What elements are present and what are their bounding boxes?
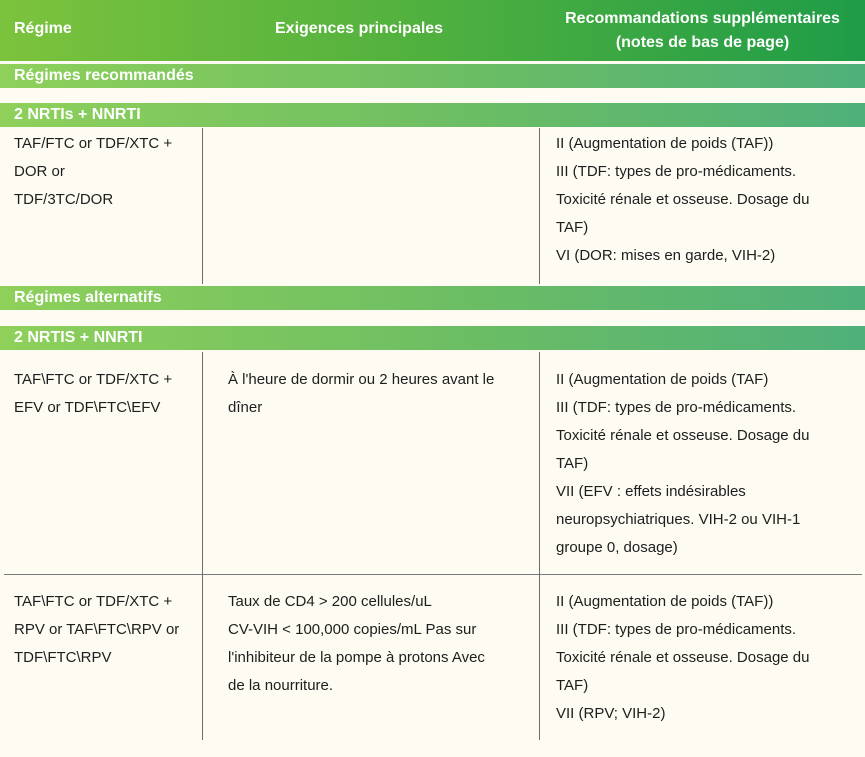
row2-note-line: VII (EFV : effets indésirables: [556, 483, 746, 500]
header-requirements: Exigences principales: [275, 20, 444, 37]
row1-regimen-line: DOR or: [14, 163, 65, 180]
row2-requirement-line: dîner: [228, 399, 263, 416]
row1-divider-1: [202, 128, 203, 284]
section-alternative: Régimes alternatifs: [0, 286, 865, 310]
row1-notes: [556, 130, 809, 270]
row2-note-line: Toxicité rénale et osseuse. Dosage du: [556, 427, 810, 444]
row3-regimen-line: TDF\FTC\RPV: [14, 649, 112, 666]
row2-note-line: II (Augmentation de poids (TAF): [556, 371, 769, 388]
row2-note-line: TAF): [556, 455, 589, 472]
row2-regimen-line: TAF\FTC or TDF/XTC +: [14, 371, 173, 388]
row1-note-line: III (TDF: types de pro-médicaments.: [556, 163, 797, 180]
row3-note-line: VII (RPV; VIH-2): [556, 705, 666, 722]
table-header: [0, 0, 865, 61]
row1-regimen-line: TAF/FTC or TDF/XTC +: [14, 135, 173, 152]
row1-regimen-line: TDF/3TC/DOR: [14, 191, 114, 208]
row3-note-line: III (TDF: types de pro-médicaments.: [556, 621, 797, 638]
section-group-1: 2 NRTIs + NNRTI: [0, 103, 865, 127]
section-group-2: 2 NRTIS + NNRTI: [0, 326, 865, 350]
row3-requirement-line: l'inhibiteur de la pompe à protons Avec: [228, 649, 485, 666]
row3-note-line: TAF): [556, 677, 589, 694]
row2-requirements: [228, 366, 494, 422]
header-recommendations: [540, 7, 865, 55]
row3-note-line: II (Augmentation de poids (TAF)): [556, 593, 774, 610]
row3-regimen-line: TAF\FTC or TDF/XTC +: [14, 593, 173, 610]
row1-note-line: II (Augmentation de poids (TAF)): [556, 135, 774, 152]
row3-requirement-line: Taux de CD4 > 200 cellules/uL: [228, 593, 432, 610]
row3-regimen: [14, 588, 179, 672]
col-divider-2: [539, 352, 540, 740]
section-recommended: Régimes recommandés: [0, 64, 865, 88]
row3-requirements: [228, 588, 485, 700]
row3-regimen-line: RPV or TAF\FTC\RPV or: [14, 621, 180, 638]
row2-regimen: [14, 366, 172, 422]
row1-note-line: TAF): [556, 219, 589, 236]
row2-note-line: neuropsychiatriques. VIH-2 ou VIH-1: [556, 511, 801, 528]
row3-notes: [556, 588, 809, 728]
col-divider-1: [202, 352, 203, 740]
header-recommendations-line2: (notes de bas de page): [615, 34, 790, 51]
row2-regimen-line: EFV or TDF\FTC\EFV: [14, 399, 161, 416]
row1-divider-2: [539, 128, 540, 284]
row2-note-line: III (TDF: types de pro-médicaments.: [556, 399, 797, 416]
row3-note-line: Toxicité rénale et osseuse. Dosage du: [556, 649, 810, 666]
row1-regimen: [14, 130, 172, 214]
row1-note-line: Toxicité rénale et osseuse. Dosage du: [556, 191, 810, 208]
row3-requirement-line: de la nourriture.: [228, 677, 334, 694]
row3-requirement-line: CV-VIH < 100,000 copies/mL Pas sur: [228, 621, 477, 638]
row2-requirement-line: À l'heure de dormir ou 2 heures avant le: [228, 371, 495, 388]
row2-notes: [556, 366, 809, 562]
row-separator: [4, 574, 862, 575]
header-recommendations-line1: Recommandations supplémentaires: [565, 10, 840, 27]
row2-note-line: groupe 0, dosage): [556, 539, 678, 556]
header-regime: Régime: [14, 20, 72, 37]
row1-note-line: VI (DOR: mises en garde, VIH-2): [556, 247, 776, 264]
